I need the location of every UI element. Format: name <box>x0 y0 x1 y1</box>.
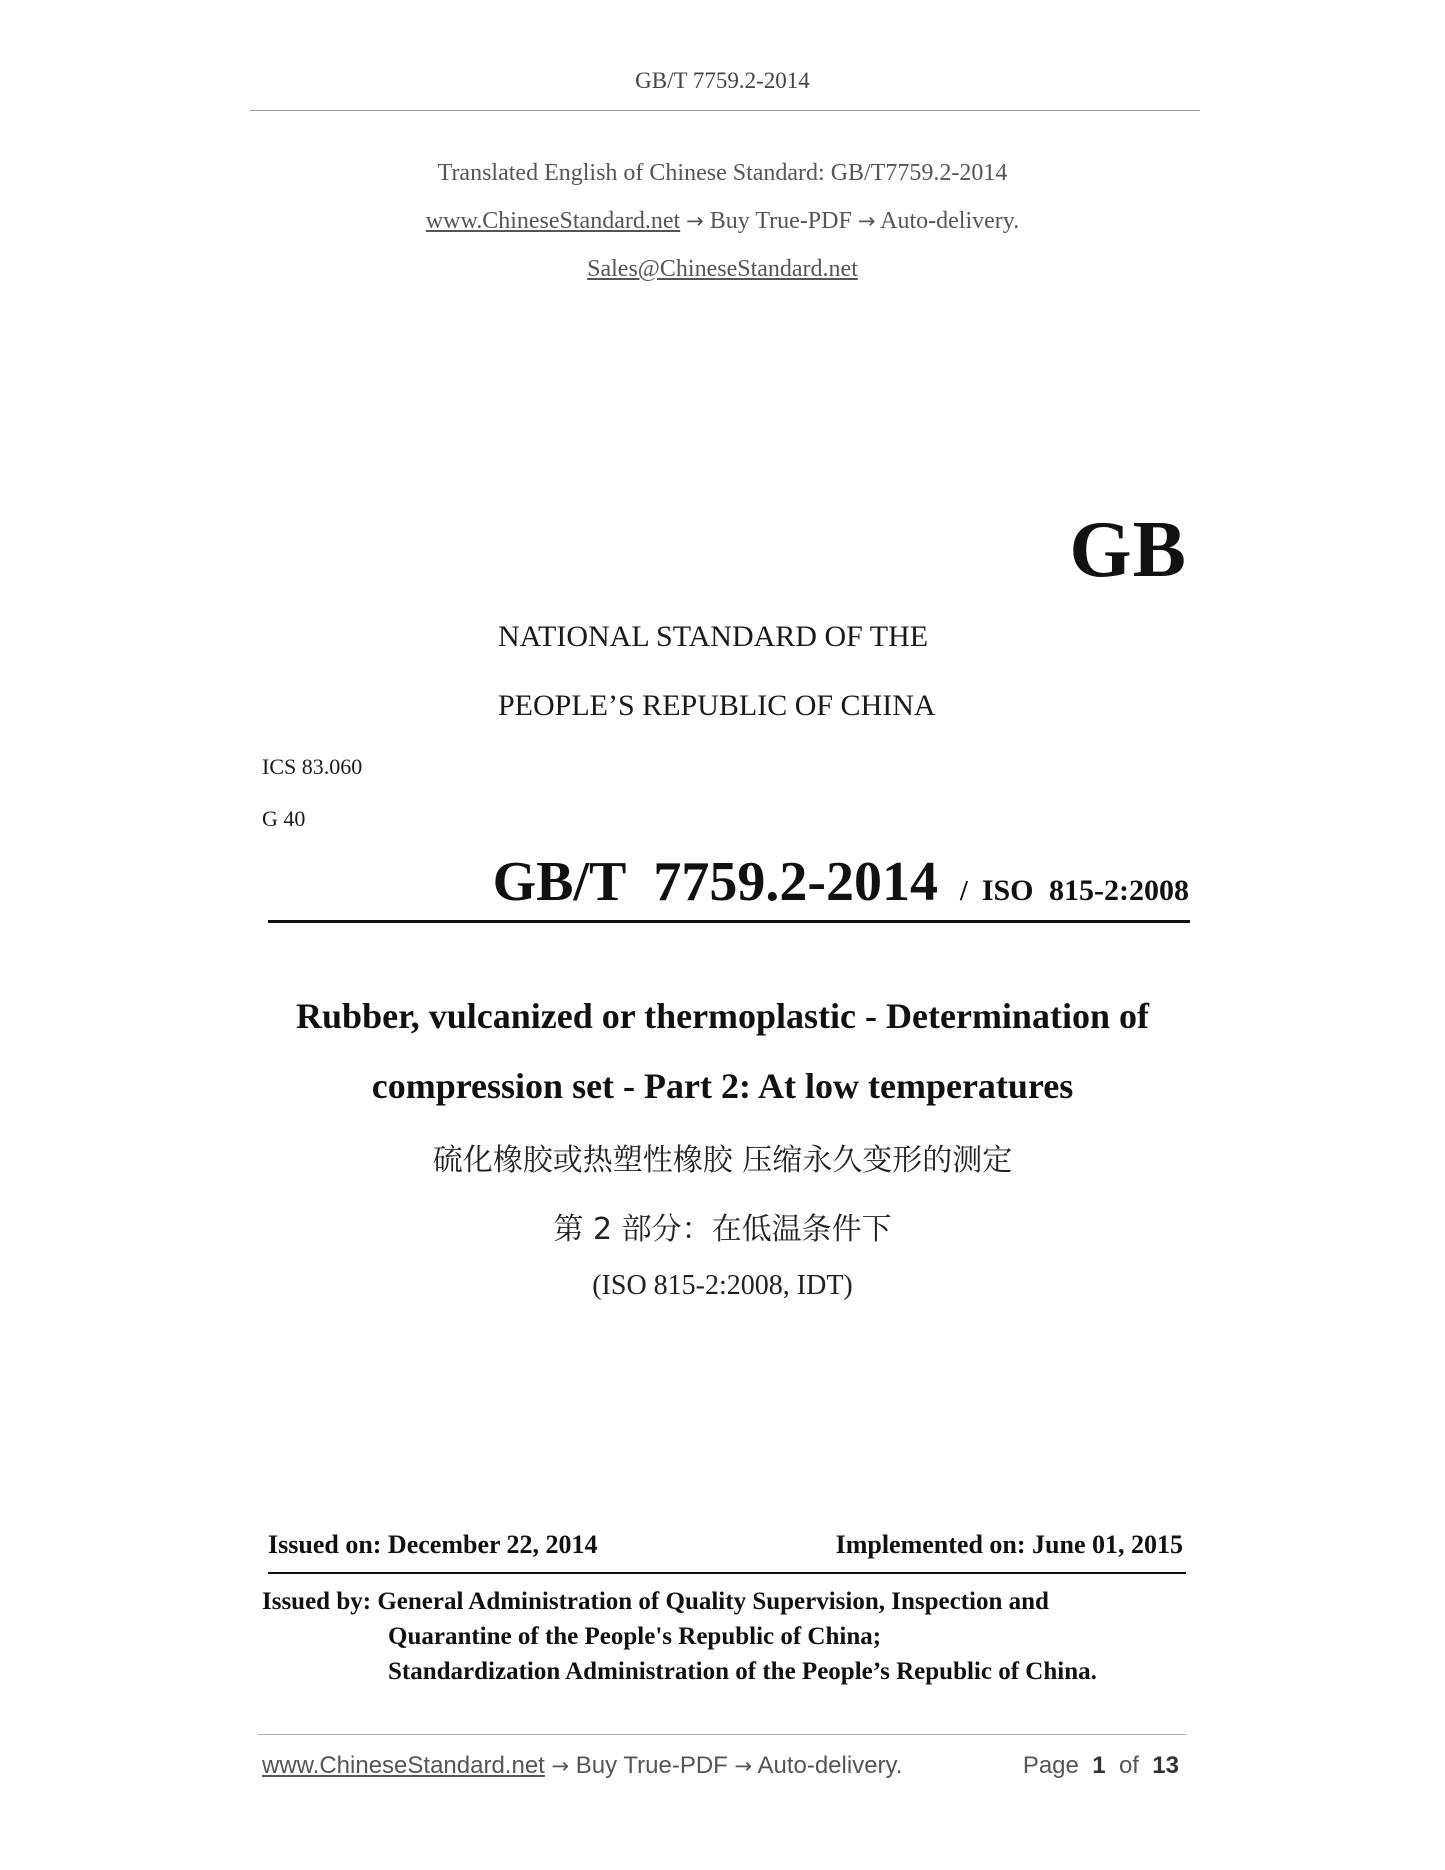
arrow-right-icon: → <box>551 1754 570 1778</box>
auto-delivery-text: Auto-delivery. <box>880 208 1020 234</box>
header-divider <box>250 110 1200 111</box>
arrow-right-icon: → <box>857 209 876 233</box>
issued-by-line-3: Standardization Administration of the People’s Republic of China. <box>388 1658 1097 1685</box>
footer-site-link[interactable]: www.ChineseStandard.net <box>262 1752 545 1779</box>
implemented-on-date: Implemented on: June 01, 2015 <box>835 1530 1183 1559</box>
of-label: of <box>1118 1752 1139 1779</box>
standard-slash: / <box>960 876 968 907</box>
iso-equivalence: (ISO 815-2:2008, IDT) <box>592 1270 853 1301</box>
email-line <box>0 256 1445 283</box>
standard-number <box>493 850 1189 914</box>
running-header: GB/T 7759.2-2014 <box>635 68 810 93</box>
gb-logo: GB <box>1069 506 1187 594</box>
issued-by-block <box>262 1584 1097 1689</box>
page-label: Page <box>1022 1752 1079 1779</box>
issued-on-date: Issued on: December 22, 2014 <box>268 1530 598 1559</box>
footer-buy-text: Buy True-PDF <box>575 1752 728 1779</box>
dates-rule <box>268 1572 1186 1574</box>
chinese-title-line-1: 硫化橡胶或热塑性橡胶 压缩永久变形的测定 <box>432 1143 1013 1178</box>
site-link[interactable]: www.ChineseStandard.net <box>425 208 681 234</box>
ics-code: ICS 83.060 <box>262 754 363 779</box>
sales-email-link[interactable]: Sales@ChineseStandard.net <box>587 256 858 282</box>
english-title-line-1: Rubber, vulcanized or thermoplastic - Determination of <box>296 996 1149 1036</box>
issued-by-line-2: Quarantine of the People's Republic of China; <box>388 1623 882 1650</box>
page-indicator <box>1023 1752 1179 1780</box>
national-standard-line-1: NATIONAL STANDARD OF THE <box>498 620 929 653</box>
issued-by-line-1: Issued by: General Administration of Quality Supervision, Inspection and <box>262 1588 1049 1615</box>
chinese-title-line-2: 第 2 部分：在低温条件下 <box>553 1212 892 1247</box>
ccs-code: G 40 <box>262 806 306 831</box>
translation-notice: Translated English of Chinese Standard: GB/T7759.2-2014 <box>437 160 1008 186</box>
english-title-line-2: compression set - Part 2: At low temperatures <box>371 1066 1074 1106</box>
footer-delivery-text: Auto-delivery. <box>757 1752 903 1779</box>
national-standard-line-2: PEOPLE’S REPUBLIC OF CHINA <box>498 689 936 722</box>
purchase-line <box>0 208 1445 235</box>
buy-true-pdf-text: Buy True-PDF <box>709 208 852 234</box>
page-number: 1 <box>1092 1752 1106 1779</box>
gb-standard-number: GB/T 7759.2-2014 <box>492 851 939 913</box>
footer-divider <box>258 1734 1186 1735</box>
arrow-right-icon: → <box>686 209 704 233</box>
footer-purchase-line <box>262 1752 902 1780</box>
standard-number-rule <box>268 920 1190 923</box>
arrow-right-icon: → <box>734 1754 753 1778</box>
page-total: 13 <box>1152 1752 1179 1779</box>
iso-reference: ISO 815-2:2008 <box>981 874 1189 907</box>
